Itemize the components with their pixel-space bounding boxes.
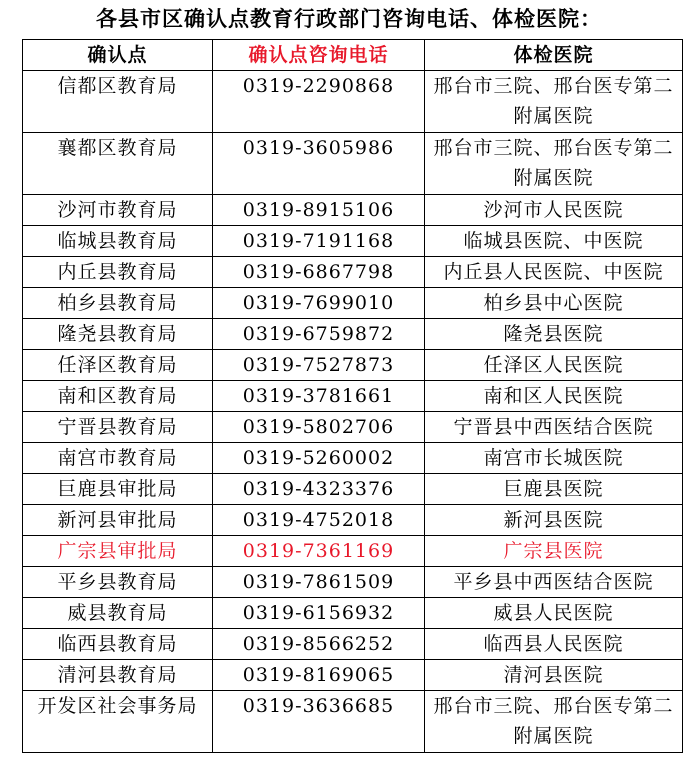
phone-cell: 0319-7861509 [213, 567, 425, 598]
unit-cell: 南和区教育局 [23, 381, 213, 412]
unit-cell: 隆尧县教育局 [23, 319, 213, 350]
table-row [23, 71, 683, 133]
table-row [23, 381, 683, 412]
table-row [23, 412, 683, 443]
hospital-cell: 清河县医院 [425, 660, 683, 691]
hospital-cell: 柏乡县中心医院 [425, 288, 683, 319]
hospital-cell: 宁晋县中西医结合医院 [425, 412, 683, 443]
header-unit: 确认点 [23, 40, 213, 71]
table-row [23, 195, 683, 226]
table-row [23, 288, 683, 319]
table-row [23, 660, 683, 691]
table-row [23, 567, 683, 598]
phone-cell: 0319-7191168 [213, 226, 425, 257]
phone-cell: 0319-6156932 [213, 598, 425, 629]
hospital-cell: 邢台市三院、邢台医专第二附属医院 [425, 691, 683, 753]
header-hospital: 体检医院 [425, 40, 683, 71]
phone-cell: 0319-6867798 [213, 257, 425, 288]
unit-cell: 信都区教育局 [23, 71, 213, 133]
table-row [23, 443, 683, 474]
unit-cell: 内丘县教育局 [23, 257, 213, 288]
unit-cell: 襄都区教育局 [23, 133, 213, 195]
phone-cell: 0319-4752018 [213, 505, 425, 536]
hospital-cell: 南宫市长城医院 [425, 443, 683, 474]
table-row [23, 536, 683, 567]
hospital-cell: 威县人民医院 [425, 598, 683, 629]
phone-cell: 0319-3636685 [213, 691, 425, 753]
table-row [23, 226, 683, 257]
hospital-cell: 邢台市三院、邢台医专第二附属医院 [425, 133, 683, 195]
table-row [23, 319, 683, 350]
hospital-cell: 临西县人民医院 [425, 629, 683, 660]
phone-cell: 0319-5260002 [213, 443, 425, 474]
phone-cell: 0319-8915106 [213, 195, 425, 226]
phone-cell: 0319-3605986 [213, 133, 425, 195]
phone-cell: 0319-4323376 [213, 474, 425, 505]
phone-cell: 0319-5802706 [213, 412, 425, 443]
phone-cell: 0319-7699010 [213, 288, 425, 319]
unit-cell: 临城县教育局 [23, 226, 213, 257]
unit-cell: 南宫市教育局 [23, 443, 213, 474]
table-header-row [23, 40, 683, 71]
hospital-cell: 巨鹿县医院 [425, 474, 683, 505]
table-row [23, 133, 683, 195]
document-title: 各县市区确认点教育行政部门咨询电话、体检医院： [96, 7, 602, 31]
unit-cell: 宁晋县教育局 [23, 412, 213, 443]
unit-cell: 巨鹿县审批局 [23, 474, 213, 505]
hospital-cell: 平乡县中西医结合医院 [425, 567, 683, 598]
phone-cell: 0319-7361169 [213, 536, 425, 567]
table-row [23, 629, 683, 660]
phone-cell: 0319-3781661 [213, 381, 425, 412]
unit-cell: 威县教育局 [23, 598, 213, 629]
phone-cell: 0319-2290868 [213, 71, 425, 133]
hospital-cell: 沙河市人民医院 [425, 195, 683, 226]
unit-cell: 沙河市教育局 [23, 195, 213, 226]
table-row [23, 350, 683, 381]
table-row [23, 598, 683, 629]
contact-table [22, 39, 683, 753]
phone-cell: 0319-6759872 [213, 319, 425, 350]
unit-cell: 平乡县教育局 [23, 567, 213, 598]
unit-cell: 柏乡县教育局 [23, 288, 213, 319]
phone-cell: 0319-8169065 [213, 660, 425, 691]
unit-cell: 广宗县审批局 [23, 536, 213, 567]
header-phone: 确认点咨询电话 [213, 40, 425, 71]
hospital-cell: 隆尧县医院 [425, 319, 683, 350]
table-row [23, 505, 683, 536]
hospital-cell: 南和区人民医院 [425, 381, 683, 412]
table-row [23, 257, 683, 288]
phone-cell: 0319-7527873 [213, 350, 425, 381]
table-row [23, 691, 683, 753]
phone-cell: 0319-8566252 [213, 629, 425, 660]
hospital-cell: 广宗县医院 [425, 536, 683, 567]
hospital-cell: 内丘县人民医院、中医院 [425, 257, 683, 288]
hospital-cell: 任泽区人民医院 [425, 350, 683, 381]
unit-cell: 开发区社会事务局 [23, 691, 213, 753]
hospital-cell: 邢台市三院、邢台医专第二附属医院 [425, 71, 683, 133]
table-row [23, 474, 683, 505]
hospital-cell: 新河县医院 [425, 505, 683, 536]
unit-cell: 清河县教育局 [23, 660, 213, 691]
unit-cell: 新河县审批局 [23, 505, 213, 536]
hospital-cell: 临城县医院、中医院 [425, 226, 683, 257]
table-body [23, 71, 683, 753]
unit-cell: 临西县教育局 [23, 629, 213, 660]
unit-cell: 任泽区教育局 [23, 350, 213, 381]
